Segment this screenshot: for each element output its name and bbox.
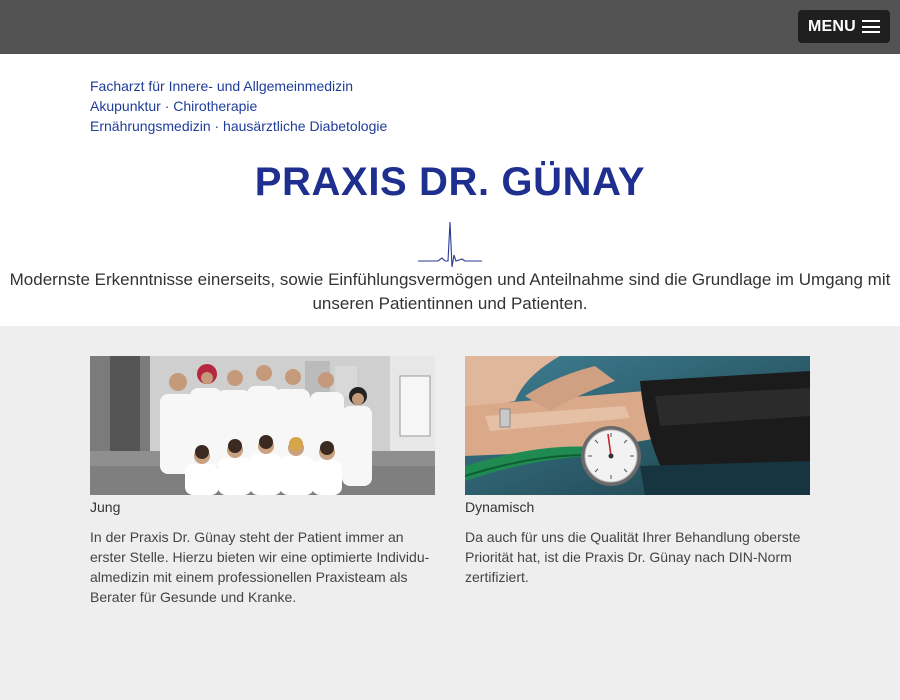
specialties-list xyxy=(90,76,387,136)
header-section xyxy=(0,54,900,326)
quality-card xyxy=(465,356,810,587)
team-photo xyxy=(90,356,435,495)
top-navigation-bar xyxy=(0,0,900,54)
card-text: Da auch für uns die Qualität Ihrer Behandlung oberste Priorität hat, ist die Praxis Dr. Günay nach DIN-Norm zertifiziert. xyxy=(465,529,801,585)
heartbeat-icon xyxy=(418,220,482,268)
blood-pressure-photo xyxy=(465,356,810,495)
menu-button-label: MENU xyxy=(808,17,856,35)
card-caption: Jung xyxy=(90,499,121,515)
hamburger-icon xyxy=(862,20,880,33)
specialty-line: Akupunktur · Chirotherapie xyxy=(90,98,258,114)
menu-button[interactable] xyxy=(798,10,890,43)
page-title: PRAXIS DR. GÜNAY xyxy=(254,160,646,204)
card-text: In der Praxis Dr. Günay steht der Patient immer an erster Stelle. Hierzu bieten wir eine optimierte Individu-almedizin mit einem professionellen Praxisteam als Berater für Gesunde und Kranke. xyxy=(90,529,430,605)
intro-text: Modernste Erkenntnisse einerseits, sowie Einfühlungsvermögen und Anteilnahme sind die Grundlage im Umgang mit unseren Patientinnen und Patienten. xyxy=(9,270,891,313)
specialty-line: Facharzt für Innere- und Allgemeinmedizin xyxy=(90,78,354,94)
card-caption: Dynamisch xyxy=(465,499,535,515)
team-card xyxy=(90,356,435,607)
specialty-line: Ernährungsmedizin · hausärztliche Diabetologie xyxy=(90,118,388,134)
